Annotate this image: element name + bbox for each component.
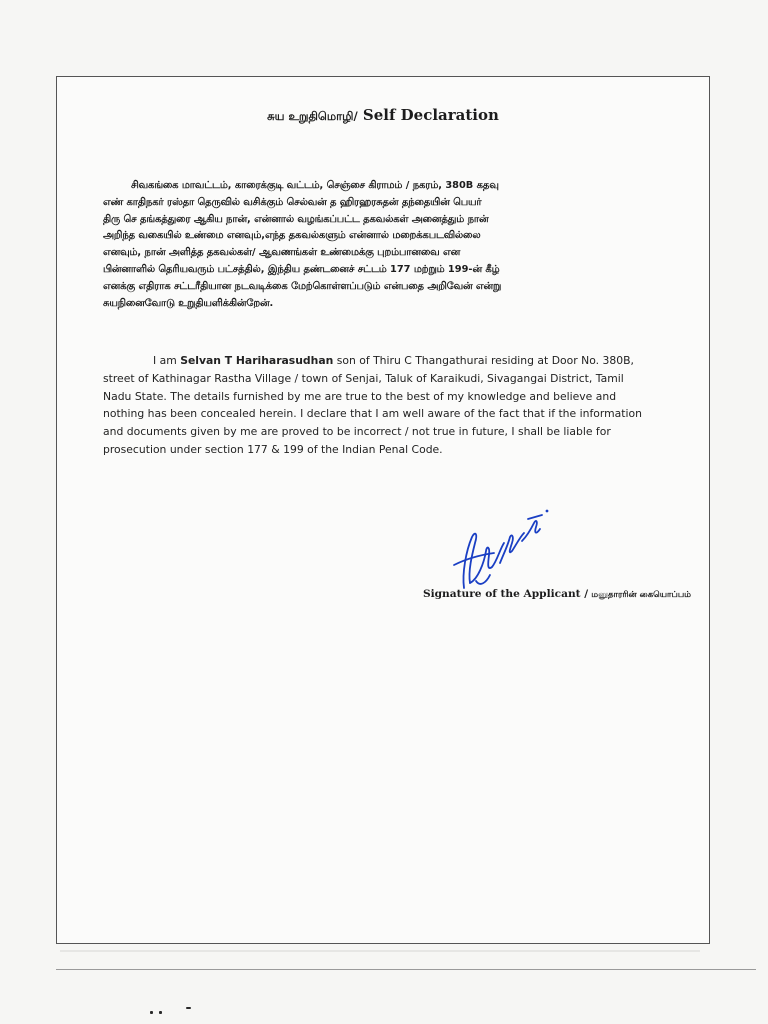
tamil-line: எனக்கு எதிராக சட்டரீதியான நடவடிக்கை மேற்கொள்ளப்படும் என்பதை அறிவேன் என்று: [103, 280, 502, 292]
english-line: nothing has been concealed herein. I declare that I am well aware of the fact that if the information: [103, 407, 642, 421]
english-line: Nadu State. The details furnished by me are true to the best of my knowledge and believe and: [103, 389, 617, 403]
tamil-line: அறிந்த வகையில் உண்மை எனவும்,எந்த தகவல்களும் என்னால் மறைக்கபடவில்லை: [103, 230, 481, 242]
english-line: [103, 352, 703, 370]
english-declaration-paragraph: [103, 352, 703, 459]
tamil-declaration-paragraph: [103, 178, 695, 312]
title-english: Self Declaration: [362, 106, 499, 124]
tamil-line: சுயநினைவோடு உறுதியளிக்கின்றேன்.: [103, 297, 274, 309]
tamil-line: சிவகங்கை மாவட்டம், காரைக்குடி வட்டம், செஞ்சை கிராமம் / நகரம், 380B கதவு: [131, 180, 499, 191]
signature-label-english: Signature of the Applicant /: [422, 588, 589, 600]
signature-caption: [423, 588, 691, 601]
english-line: and documents given by me are proved to be incorrect / not true in future, I shall be liable for: [103, 425, 611, 439]
scan-speck: [150, 1011, 153, 1014]
scan-speck: [159, 1011, 162, 1014]
scan-speck: [186, 1007, 191, 1009]
tamil-line: பின்னாளில் தெரியவரும் பட்சத்தில், இந்திய தண்டனைச் சட்டம் 177 மற்றும் 199-ன் கீழ்: [103, 263, 500, 275]
english-line: street of Kathinagar Rastha Village / town of Senjai, Taluk of Karaikudi, Sivagangai District, Tamil: [103, 371, 624, 385]
english-line-prefix: I am: [153, 354, 181, 367]
footer-rule: [56, 969, 756, 970]
tamil-line: எனவும், நான் அளித்த தகவல்கள்/ ஆவணங்கள் உண்மைக்கு புறம்பானவை என: [103, 247, 461, 259]
applicant-signature: [442, 493, 552, 593]
tamil-line: எண் காதிநகர் ரஸ்தா தெருவில் வசிக்கும் செல்வன் த ஹிரஹரசுதன் தந்தையின் பெயர்: [103, 196, 482, 208]
tamil-line: திரு செ தங்கத்துரை ஆகிய நான், என்னால் வழங்கப்பட்ட தகவல்கள் அனைத்தும் நான்: [103, 213, 489, 225]
signature-label-tamil: மனுதாரரின் கையொப்பம்: [591, 590, 691, 600]
declaration-frame: [56, 76, 710, 944]
document-title: [57, 106, 709, 125]
english-line-suffix: son of Thiru C Thangathurai residing at Door No. 380B,: [333, 354, 634, 367]
scan-shadow: [60, 950, 700, 952]
applicant-name: Selvan T Hariharasudhan: [180, 354, 334, 367]
title-tamil: சுய உறுதிமொழி/: [267, 109, 358, 123]
english-line: prosecution under section 177 & 199 of the Indian Penal Code.: [103, 442, 443, 456]
